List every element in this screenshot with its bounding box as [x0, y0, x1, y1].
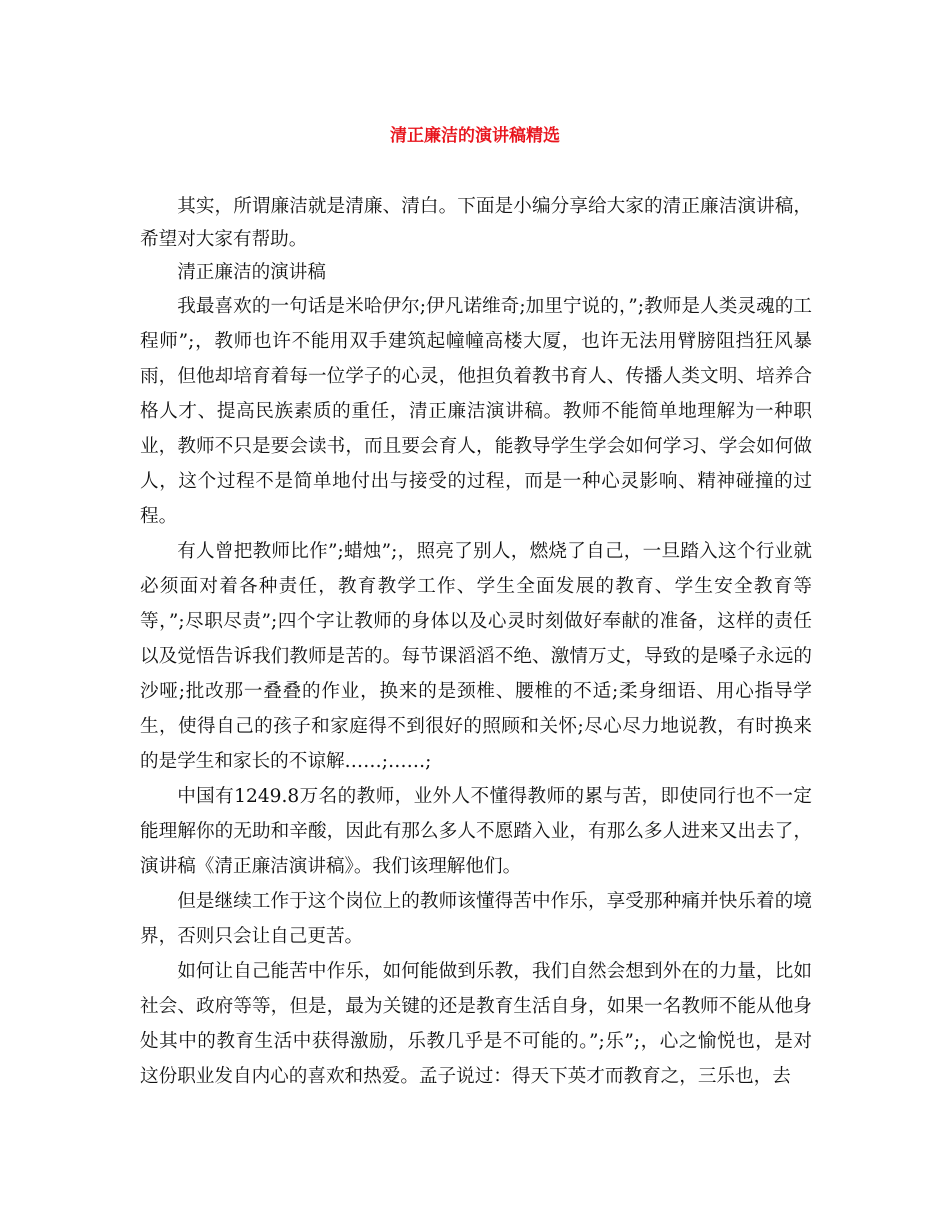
paragraph: 我最喜欢的一句话是米哈伊尔;伊凡诺维奇;加里宁说的，”;教师是人类灵魂的工程师”;，教师也许不能用双手建筑起幢幢高楼大厦，也许无法用臂膀阻挡狂风暴雨，但他却培育着每一位学子的心灵，他担负着教书育人、传播人类文明、培养合格人才、提高民族素质的重任，清正廉洁演讲稿。教师不能简单地理解为一种职业，教师不只是要会读书，而且要会育人，能教导学生学会如何学习、学会如何做人，这个过程不是简单地付出与接受的过程，而是一种心灵影响、精神碰撞的过程。 [140, 296, 812, 527]
document-body [140, 190, 812, 1094]
document-title: 清正廉洁的演讲稿精选 [390, 126, 560, 146]
paragraph-subheading: 清正廉洁的演讲稿 [177, 262, 326, 283]
paragraph: 有人曾把教师比作”;蜡烛”;，照亮了别人，燃烧了自己，一旦踏入这个行业就必须面对着各种责任，教育教学工作、学生全面发展的教育、学生安全教育等等，”;尽职尽责”;四个字让教师的身体以及心灵时刻做好奉献的准备，这样的责任以及觉悟告诉我们教师是苦的。每节课滔滔不绝、激情万丈，导致的是嗓子永远的沙哑;批改那一叠叠的作业，换来的是颈椎、腰椎的不适;柔身细语、用心指导学生，使得自己的孩子和家庭得不到很好的照顾和关怀;尽心尽力地说教，有时换来的是学生和家长的不谅解……;……; [140, 541, 812, 772]
paragraph: 如何让自己能苦中作乐，如何能做到乐教，我们自然会想到外在的力量，比如社会、政府等等，但是，最为关键的还是教育生活自身，如果一名教师不能从他身处其中的教育生活中获得激励，乐教几乎是不可能的。”;乐”;，心之愉悦也，是对这份职业发自内心的喜欢和热爱。孟子说过：得天下英才而教育之，三乐也，去 [140, 961, 812, 1087]
paragraph: 中国有1249.8万名的教师，业外人不懂得教师的累与苦，即使同行也不一定能理解你的无助和辛酸，因此有那么多人不愿踏入业，有那么多人进来又出去了，演讲稿《清正廉洁演讲稿》。我们该理解他们。 [140, 786, 812, 877]
paragraph: 但是继续工作于这个岗位上的教师该懂得苦中作乐，享受那种痛并快乐着的境界，否则只会让自己更苦。 [140, 891, 812, 947]
paragraph-intro: 其实，所谓廉洁就是清廉、清白。下面是小编分享给大家的清正廉洁演讲稿，希望对大家有帮助。 [140, 196, 812, 250]
